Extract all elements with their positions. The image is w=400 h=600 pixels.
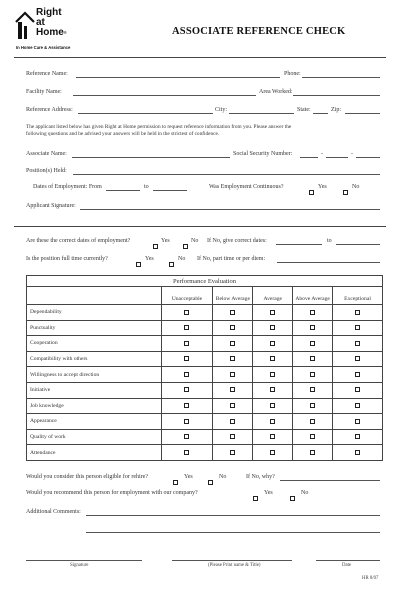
rating-cell — [213, 336, 253, 352]
tagline: In Home Care & Assistance — [16, 45, 71, 50]
rating-checkbox[interactable] — [230, 325, 235, 330]
recommend-question: Would you recommend this person for employment with our company? — [26, 490, 198, 496]
rating-cell — [161, 320, 213, 336]
ssn-part-3-field[interactable] — [356, 157, 380, 158]
right-at-home-logo — [14, 8, 89, 54]
evaluation-criterion: Initiative — [27, 382, 162, 398]
printed-name-field[interactable] — [172, 560, 292, 561]
city-field[interactable] — [229, 113, 294, 114]
rating-cell — [333, 320, 383, 336]
continuous-no-label: No — [352, 184, 360, 190]
rating-cell — [333, 336, 383, 352]
rating-checkbox[interactable] — [355, 372, 360, 377]
dates-from-field[interactable] — [106, 190, 140, 191]
rating-checkbox[interactable] — [270, 341, 275, 346]
part-time-label: If No, part time or per diem: — [197, 256, 266, 262]
rating-cell — [161, 367, 213, 383]
rating-cell — [213, 351, 253, 367]
rating-checkbox[interactable] — [230, 419, 235, 424]
rating-cell — [253, 429, 293, 445]
dates-to-label: to — [144, 184, 149, 190]
reference-name-label: Reference Name: — [26, 71, 68, 77]
rating-cell — [333, 382, 383, 398]
additional-comments-label: Additional Comments: — [26, 509, 81, 515]
form-code: HR 8/07 — [362, 576, 379, 581]
rating-checkbox[interactable] — [270, 419, 275, 424]
city-label: City: — [215, 107, 228, 113]
evaluation-criterion: Attendance — [27, 445, 162, 461]
position-held-field[interactable] — [73, 174, 380, 175]
dates-to-field[interactable] — [153, 190, 187, 191]
rating-cell — [253, 351, 293, 367]
signature-label: Signature — [70, 563, 89, 568]
rating-cell — [293, 336, 333, 352]
rating-cell — [253, 367, 293, 383]
rating-cell — [293, 351, 333, 367]
rating-cell — [213, 367, 253, 383]
rating-checkbox[interactable] — [184, 450, 189, 455]
evaluation-row — [27, 398, 383, 414]
rating-cell — [293, 320, 333, 336]
rating-cell — [293, 414, 333, 430]
rehire-yes-checkbox[interactable] — [173, 473, 178, 491]
rating-checkbox[interactable] — [355, 403, 360, 408]
area-worked-label: Area Worked: — [259, 89, 293, 95]
continuous-yes-label: Yes — [318, 184, 327, 190]
rating-cell — [213, 445, 253, 461]
evaluation-criterion: Appearance — [27, 414, 162, 430]
evaluation-criterion: Punctuality — [27, 320, 162, 336]
rating-cell — [213, 320, 253, 336]
rating-checkbox[interactable] — [230, 434, 235, 439]
rating-checkbox[interactable] — [270, 450, 275, 455]
rating-cell — [333, 445, 383, 461]
rating-checkbox[interactable] — [310, 310, 315, 315]
rehire-question: Would you consider this person eligible for rehire? — [26, 474, 148, 480]
reference-name-field[interactable] — [76, 77, 280, 78]
rating-cell — [333, 398, 383, 414]
evaluation-criterion: Job knowledge — [27, 398, 162, 414]
rehire-why-field[interactable] — [280, 480, 380, 481]
column-header-above-average: Above Average — [293, 287, 333, 305]
rating-checkbox[interactable] — [310, 450, 315, 455]
dates-from-label: Dates of Employment: From — [33, 184, 102, 190]
full-time-question: Is the position full time currently? — [26, 256, 108, 262]
zip-label: Zip: — [331, 107, 341, 113]
evaluation-row — [27, 351, 383, 367]
rehire-no-checkbox[interactable] — [208, 473, 213, 491]
evaluation-criterion: Quality of work — [27, 429, 162, 445]
correct-dates-from-field[interactable] — [276, 244, 322, 245]
rating-cell — [253, 398, 293, 414]
rating-checkbox[interactable] — [310, 387, 315, 392]
performance-evaluation-table — [26, 275, 383, 461]
brand-line-1: Right — [36, 7, 62, 18]
rating-cell — [333, 305, 383, 321]
brand-name — [36, 8, 67, 38]
associate-name-label: Associate Name: — [26, 151, 67, 157]
rating-checkbox[interactable] — [355, 325, 360, 330]
column-header-exceptional: Exceptional — [333, 287, 383, 305]
evaluation-row — [27, 382, 383, 398]
column-header-below-average: Below Average — [213, 287, 253, 305]
rating-checkbox[interactable] — [310, 419, 315, 424]
rehire-why-label: If No, why? — [246, 474, 275, 480]
part-time-field[interactable] — [277, 262, 380, 263]
rating-checkbox[interactable] — [230, 341, 235, 346]
rating-checkbox[interactable] — [184, 372, 189, 377]
rating-cell — [293, 305, 333, 321]
rating-cell — [213, 398, 253, 414]
rating-checkbox[interactable] — [230, 450, 235, 455]
full-time-yes-label: Yes — [145, 256, 154, 262]
rating-checkbox[interactable] — [355, 310, 360, 315]
rating-checkbox[interactable] — [355, 341, 360, 346]
rating-cell — [253, 336, 293, 352]
rating-cell — [293, 429, 333, 445]
recommend-no-label: No — [301, 490, 309, 496]
evaluation-criterion: Willingness to accept direction — [27, 367, 162, 383]
recommend-yes-checkbox[interactable] — [253, 489, 258, 507]
rating-cell — [253, 445, 293, 461]
ssn-separator-2: - — [351, 151, 353, 157]
rating-cell — [253, 305, 293, 321]
rating-checkbox[interactable] — [184, 434, 189, 439]
comments-line-1[interactable] — [86, 515, 380, 516]
rating-cell — [161, 398, 213, 414]
evaluation-row — [27, 414, 383, 430]
full-time-yes-checkbox[interactable] — [136, 255, 141, 273]
rating-checkbox[interactable] — [355, 450, 360, 455]
rating-cell — [253, 414, 293, 430]
correct-dates-yes-label: Yes — [161, 238, 170, 244]
associate-name-field[interactable] — [72, 157, 230, 158]
correct-dates-question: Are these the correct dates of employment? — [26, 238, 131, 244]
rating-cell — [293, 445, 333, 461]
recommend-no-checkbox[interactable] — [290, 489, 295, 507]
rating-checkbox[interactable] — [270, 403, 275, 408]
rating-checkbox[interactable] — [184, 325, 189, 330]
rating-cell — [293, 382, 333, 398]
date-label: Date — [342, 563, 352, 568]
rating-cell — [213, 429, 253, 445]
rating-cell — [161, 445, 213, 461]
rehire-no-label: No — [219, 474, 227, 480]
rating-cell — [161, 429, 213, 445]
correct-dates-no-label: No — [191, 238, 199, 244]
rating-checkbox[interactable] — [270, 434, 275, 439]
rating-checkbox[interactable] — [270, 356, 275, 361]
rating-checkbox[interactable] — [270, 325, 275, 330]
rating-cell — [333, 429, 383, 445]
section-divider — [14, 226, 386, 227]
rating-checkbox[interactable] — [310, 356, 315, 361]
rating-checkbox[interactable] — [230, 356, 235, 361]
evaluation-row — [27, 336, 383, 352]
correct-dates-to-label: to — [327, 238, 332, 244]
phone-field[interactable] — [302, 77, 380, 78]
ssn-part-1-field[interactable] — [300, 157, 318, 158]
rating-checkbox[interactable] — [355, 387, 360, 392]
rating-checkbox[interactable] — [310, 372, 315, 377]
correct-dates-yes-checkbox[interactable] — [153, 237, 158, 255]
rating-checkbox[interactable] — [310, 341, 315, 346]
rehire-yes-label: Yes — [184, 474, 193, 480]
rating-checkbox[interactable] — [310, 325, 315, 330]
intro-text-line-2: following questions and be advised your answers will be held in the strictest of confidence. — [26, 131, 220, 137]
rating-cell — [293, 398, 333, 414]
area-worked-field[interactable] — [293, 95, 380, 96]
evaluation-row — [27, 367, 383, 383]
evaluation-criterion: Cooperation — [27, 336, 162, 352]
rating-checkbox[interactable] — [184, 403, 189, 408]
applicant-signature-label: Applicant Signature: — [26, 203, 76, 209]
trademark: ® — [63, 30, 67, 35]
rating-checkbox[interactable] — [270, 372, 275, 377]
ssn-label: Social Security Number: — [233, 151, 293, 157]
rating-checkbox[interactable] — [184, 341, 189, 346]
rating-cell — [213, 305, 253, 321]
page-title: ASSOCIATE REFERENCE CHECK — [172, 26, 346, 37]
evaluation-row — [27, 320, 383, 336]
rating-cell — [161, 382, 213, 398]
rating-cell — [253, 382, 293, 398]
rating-checkbox[interactable] — [184, 387, 189, 392]
phone-label: Phone: — [284, 71, 301, 77]
rating-cell — [161, 336, 213, 352]
evaluation-criterion: Dependability — [27, 305, 162, 321]
recommend-yes-label: Yes — [264, 490, 273, 496]
criteria-header — [27, 287, 162, 305]
rating-checkbox[interactable] — [310, 403, 315, 408]
performance-evaluation-body — [27, 305, 383, 461]
continuous-yes-checkbox[interactable] — [309, 183, 314, 201]
facility-name-label: Facility Name: — [26, 89, 62, 95]
ssn-separator-1: - — [321, 151, 323, 157]
rating-checkbox[interactable] — [230, 403, 235, 408]
intro-text-line-1: The applicant listed below has given Right at Home permission to request reference information from you. Please answer the — [26, 124, 292, 130]
rating-checkbox[interactable] — [355, 419, 360, 424]
full-time-no-checkbox[interactable] — [169, 255, 174, 273]
rating-cell — [333, 367, 383, 383]
rating-cell — [213, 414, 253, 430]
signature-field[interactable] — [26, 560, 142, 561]
rating-cell — [213, 382, 253, 398]
correct-dates-if-no-label: If No, give correct dates: — [207, 238, 267, 244]
rating-cell — [293, 367, 333, 383]
rating-checkbox[interactable] — [355, 356, 360, 361]
header-divider — [14, 57, 386, 58]
rating-checkbox[interactable] — [230, 310, 235, 315]
printed-name-label: (Please Print name & Title) — [208, 563, 261, 568]
evaluation-criterion: Compatibility with others — [27, 351, 162, 367]
rating-cell — [161, 351, 213, 367]
reference-address-field[interactable] — [78, 113, 213, 114]
full-time-no-label: No — [178, 256, 186, 262]
brand-line-3: Home — [36, 27, 64, 38]
rating-cell — [161, 305, 213, 321]
evaluation-row — [27, 305, 383, 321]
ssn-part-2-field[interactable] — [326, 157, 348, 158]
rating-checkbox[interactable] — [355, 434, 360, 439]
rating-checkbox[interactable] — [270, 310, 275, 315]
rating-cell — [333, 351, 383, 367]
brand-line-2: at — [36, 17, 45, 28]
state-field[interactable] — [313, 113, 328, 114]
rating-checkbox[interactable] — [184, 310, 189, 315]
rating-checkbox[interactable] — [184, 419, 189, 424]
correct-dates-no-checkbox[interactable] — [183, 237, 188, 255]
rating-cell — [253, 320, 293, 336]
house-logo-icon — [14, 10, 36, 40]
facility-name-field[interactable] — [73, 95, 256, 96]
rating-checkbox[interactable] — [230, 372, 235, 377]
rating-cell — [333, 414, 383, 430]
column-header-unacceptable: Unacceptable — [161, 287, 213, 305]
rating-checkbox[interactable] — [310, 434, 315, 439]
rating-cell — [161, 414, 213, 430]
performance-evaluation-caption: Performance Evaluation — [27, 276, 383, 287]
date-field[interactable] — [316, 560, 380, 561]
zip-field[interactable] — [345, 113, 380, 114]
evaluation-row — [27, 445, 383, 461]
employment-continuous-label: Was Employment Continuous? — [209, 184, 284, 190]
rating-checkbox[interactable] — [184, 356, 189, 361]
reference-address-label: Reference Address: — [26, 107, 73, 113]
rating-checkbox[interactable] — [230, 387, 235, 392]
correct-dates-to-field[interactable] — [336, 244, 380, 245]
continuous-no-checkbox[interactable] — [343, 183, 348, 201]
state-label: State: — [297, 107, 311, 113]
comments-line-2[interactable] — [86, 532, 380, 533]
evaluation-row — [27, 429, 383, 445]
column-header-average: Average — [253, 287, 293, 305]
rating-checkbox[interactable] — [270, 387, 275, 392]
position-held-label: Position(s) Held: — [26, 168, 67, 174]
applicant-signature-field[interactable] — [80, 209, 380, 210]
